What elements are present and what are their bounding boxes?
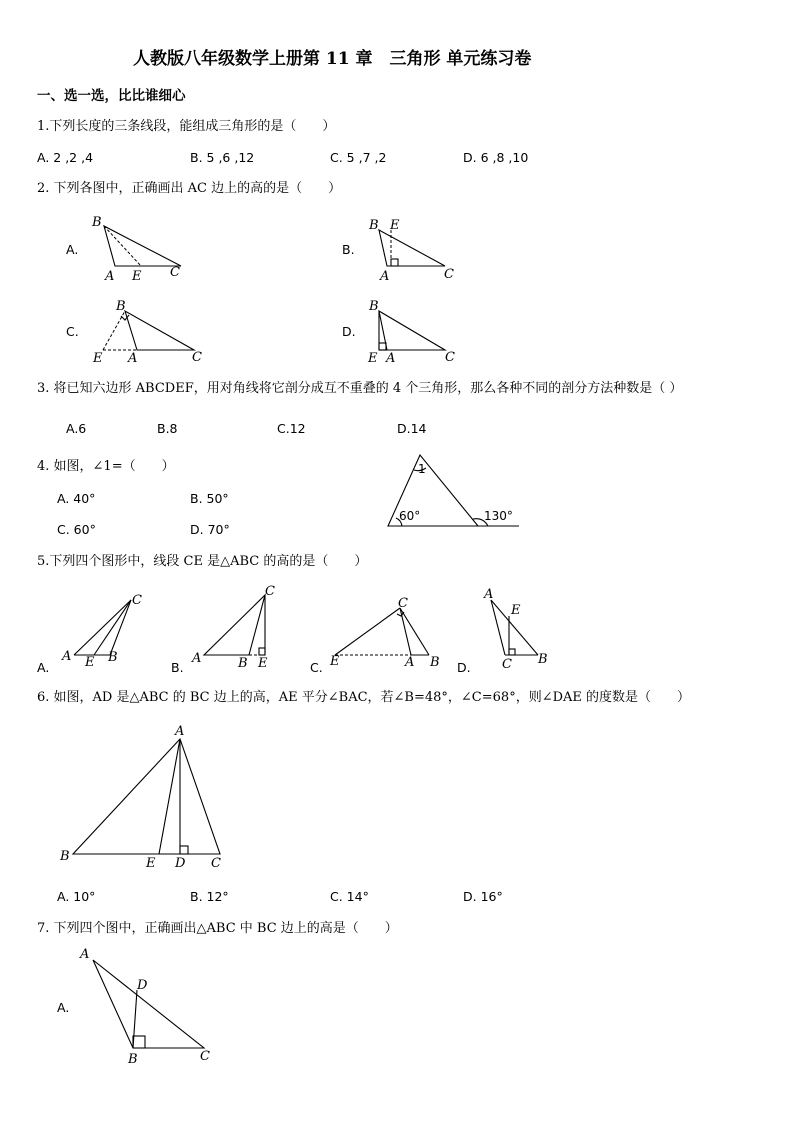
svg-text:B: B [128, 1052, 138, 1067]
svg-text:A: A [105, 269, 115, 284]
question-6-stem: 6. 如图，AD 是△ABC 的 BC 边上的高，AE 平分∠BAC，若∠B=48°，∠C=68°，则∠DAE 的度数是（ ） [37, 690, 691, 705]
svg-text:1: 1 [418, 462, 426, 476]
svg-text:C: C [502, 657, 512, 672]
svg-text:B: B [238, 656, 248, 671]
svg-text:E: E [132, 269, 142, 284]
q5-label-c: C. [310, 660, 323, 675]
question-7-stem: 7. 下列四个图中，正确画出△ABC 中 BC 边上的高是（ ） [37, 921, 398, 936]
q5-label-a: A. [37, 660, 50, 675]
q3-option-a: A.6 [66, 421, 87, 436]
svg-text:B: B [369, 299, 379, 314]
svg-text:B: B [538, 652, 548, 667]
svg-text:E: E [511, 603, 521, 618]
svg-text:A: A [128, 351, 138, 366]
q5-figure-d [483, 587, 548, 672]
q4-figure [388, 455, 519, 526]
q5-figure-c [329, 596, 440, 670]
q7-figure-a [79, 947, 210, 1067]
question-3-stem: 3. 将已知六边形 ABCDEF，用对角线将它剖分成互不重叠的 4 个三角形，那么各种不同的剖分方法种数是（ ） [37, 381, 683, 396]
q2-label-c: C. [66, 324, 79, 339]
q5-figure-b [191, 584, 275, 671]
q2-figure-b [368, 218, 454, 284]
svg-text:B: B [430, 655, 440, 670]
svg-text:130°: 130° [484, 509, 513, 523]
svg-text:A: A [484, 587, 494, 602]
q6-figure [59, 724, 221, 871]
svg-text:C: C [444, 267, 454, 282]
svg-text:A: A [386, 351, 396, 366]
section-heading: 一、选一选，比比谁细心 [37, 88, 186, 104]
q4-option-b: B. 50° [190, 491, 229, 506]
svg-text:E: E [390, 218, 400, 233]
svg-text:E: E [368, 351, 378, 366]
svg-text:D: D [175, 856, 186, 871]
q5-figure-a [61, 593, 142, 670]
svg-text:A: A [62, 649, 72, 664]
question-2-stem: 2. 下列各图中，正确画出 AC 边上的高的是（ ） [37, 181, 342, 196]
svg-text:C: C [132, 593, 142, 608]
svg-text:C: C [211, 856, 221, 871]
q5-label-b: B. [171, 660, 184, 675]
q4-option-a: A. 40° [57, 491, 96, 506]
q7-label-a: A. [57, 1000, 70, 1015]
q4-option-c: C. 60° [57, 522, 96, 537]
q3-option-b: B.8 [157, 421, 178, 436]
svg-text:B: B [369, 218, 379, 233]
q3-option-c: C.12 [277, 421, 306, 436]
question-1-stem: 1.下列长度的三条线段，能组成三角形的是（ ） [37, 119, 336, 134]
q1-option-d: D. 6 ,8 ,10 [463, 150, 529, 165]
page-title: 人教版八年级数学上册第 11 章 三角形 单元练习卷 [133, 49, 532, 69]
svg-text:C: C [200, 1049, 210, 1064]
svg-text:B: B [116, 299, 126, 314]
svg-text:C: C [265, 584, 275, 599]
q2-label-b: B. [342, 242, 355, 257]
svg-text:A: A [405, 655, 415, 670]
svg-text:E: E [258, 656, 268, 671]
svg-text:B: B [60, 849, 70, 864]
q1-option-c: C. 5 ,7 ,2 [330, 150, 387, 165]
q1-option-b: B. 5 ,6 ,12 [190, 150, 255, 165]
q1-option-a: A. 2 ,2 ,4 [37, 150, 94, 165]
question-4-stem: 4. 如图，∠1=（ ） [37, 459, 175, 474]
q2-figure-d [367, 299, 455, 366]
svg-text:E: E [85, 655, 95, 670]
svg-text:E: E [146, 856, 156, 871]
q2-figure-c [92, 299, 202, 366]
q2-figure-a [91, 215, 181, 284]
q6-option-b: B. 12° [190, 889, 229, 904]
svg-text:B: B [92, 215, 102, 230]
svg-text:A: A [192, 651, 202, 666]
svg-text:B: B [108, 650, 118, 665]
svg-text:A: A [380, 269, 390, 284]
svg-text:C: C [192, 350, 202, 365]
q4-option-d: D. 70° [190, 522, 230, 537]
svg-text:E: E [330, 654, 340, 669]
question-5-stem: 5.下列四个图形中，线段 CE 是△ABC 的高的是（ ） [37, 554, 368, 569]
q6-option-d: D. 16° [463, 889, 503, 904]
svg-text:C: C [170, 265, 180, 280]
svg-text:E: E [93, 351, 103, 366]
q5-label-d: D. [457, 660, 471, 675]
q2-label-d: D. [342, 324, 356, 339]
q2-label-a: A. [66, 242, 79, 257]
q3-option-d: D.14 [397, 421, 427, 436]
svg-text:A: A [175, 724, 185, 739]
svg-text:D: D [137, 978, 148, 993]
svg-text:C: C [445, 350, 455, 365]
q6-option-c: C. 14° [330, 889, 369, 904]
svg-text:C: C [398, 596, 408, 611]
q6-option-a: A. 10° [57, 889, 96, 904]
svg-text:A: A [80, 947, 90, 962]
svg-text:60°: 60° [399, 509, 421, 523]
